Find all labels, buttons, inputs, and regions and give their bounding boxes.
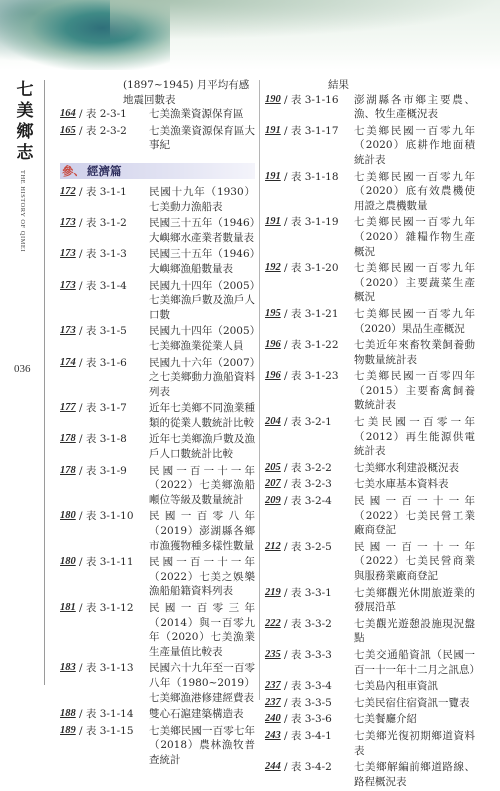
entry-title: 七美近年來畜牧業飼養動物數量統計表 <box>354 339 475 366</box>
hills-painting <box>110 0 500 40</box>
entry-page-link[interactable]: 165 <box>60 124 76 136</box>
entry-page-link[interactable]: 212 <box>265 540 281 552</box>
section-label: 經濟篇 <box>87 163 122 178</box>
entry-table-number: / 表 3-1-17 <box>284 124 339 137</box>
entry-title: 七美水庫基本資料表 <box>354 478 449 491</box>
entry-page-link[interactable]: 189 <box>60 724 76 736</box>
entry-title: 七美民國一百零一年（2012）再生能源供電統計表 <box>354 416 475 458</box>
entry-table-number: / 表 3-1-6 <box>79 356 127 369</box>
entry-table-number: / 表 3-1-11 <box>79 556 134 569</box>
toc-entry[interactable] <box>265 540 475 584</box>
toc-entry[interactable] <box>60 432 255 461</box>
entry-title: 七美鄉解編前鄉道路線、路程概況表 <box>354 761 475 788</box>
entry-title: 民國十九年（1930）七美動力漁船表 <box>149 185 255 213</box>
toc-entry[interactable] <box>265 696 475 711</box>
toc-entry[interactable] <box>265 477 475 492</box>
continuation-text <box>265 78 475 93</box>
entry-table-number: / 表 3-1-3 <box>79 248 127 261</box>
entry-page-link[interactable]: 183 <box>60 662 76 674</box>
toc-entry[interactable] <box>60 707 255 722</box>
header-landscape-banner <box>0 0 500 70</box>
entry-table-number: / 表 3-1-19 <box>284 216 339 229</box>
entry-page-link[interactable]: 164 <box>60 108 76 120</box>
entry-title: 七美島內租車資訊 <box>354 680 438 693</box>
entry-title: 七美鄉民國一百零九年（2020）雜糧作物生產概況 <box>354 216 475 258</box>
entry-table-number: / 表 3-4-1 <box>284 729 332 742</box>
entry-page-link[interactable]: 173 <box>60 217 76 229</box>
entry-table-number: / 表 2-3-2 <box>79 124 127 137</box>
entry-table-number: / 表 3-3-2 <box>284 617 332 630</box>
entry-title: 七美鄉民國一百零四年（2015）主要畜禽飼養數統計表 <box>354 370 475 412</box>
entry-page-link[interactable]: 219 <box>265 586 281 598</box>
toc-entry[interactable] <box>265 729 475 758</box>
entry-page-link[interactable]: 188 <box>60 708 76 720</box>
entry-title: 民國一百零八年（2019）澎湖縣各鄉市漁獲物種多樣性數量 <box>149 510 255 552</box>
toc-entry[interactable] <box>265 261 475 305</box>
continuation-line: 結果 <box>328 79 349 91</box>
entry-title: 七美鄉民國一百零九年（2020）果品生產概況 <box>354 307 475 335</box>
entry-title: 近年七美鄉不同漁業種類的從業人數統計比較 <box>149 402 255 429</box>
toc-entry[interactable] <box>265 617 475 646</box>
entry-table-number: / 表 3-1-12 <box>79 602 134 614</box>
toc-entry[interactable] <box>60 247 255 276</box>
entry-title: 民國一百一十一年（2022）七美之娛樂漁船船籍資料列表 <box>149 556 255 598</box>
toc-entry[interactable] <box>265 712 475 727</box>
entry-table-number: / 表 3-1-22 <box>284 339 339 352</box>
entry-table-number: / 表 3-1-2 <box>79 217 127 230</box>
entry-page-link[interactable]: 207 <box>265 478 281 490</box>
entry-page-link[interactable]: 191 <box>265 170 281 182</box>
toc-entry[interactable] <box>265 307 475 336</box>
toc-entry[interactable] <box>60 724 255 768</box>
entry-page-link[interactable]: 173 <box>60 325 76 337</box>
entry-page-link[interactable]: 192 <box>265 262 281 274</box>
entry-table-number: / 表 3-2-2 <box>284 461 332 474</box>
entry-page-link[interactable]: 244 <box>265 761 281 773</box>
toc-entry[interactable] <box>265 124 475 168</box>
toc-entry[interactable] <box>60 216 255 245</box>
entry-page-link[interactable]: 240 <box>265 713 281 725</box>
entry-title: 七美交通船資訊（民國一百一十一年十二月之訊息） <box>354 648 480 676</box>
toc-entry[interactable] <box>60 124 255 153</box>
entry-title: 民國九十四年（2005）七美鄉漁業從業人員 <box>149 325 255 352</box>
entry-title: 民國一百一十一年（2022）七美鄉漁船噸位等級及數量統計 <box>149 464 255 506</box>
entry-title: 民國九十六年（2007）之七美鄉動力漁船資料列表 <box>149 356 255 398</box>
entry-title: 近年七美鄉漁戶數及漁戶人口數統計比較 <box>149 433 255 461</box>
entry-table-number: / 表 3-1-1 <box>79 185 127 198</box>
entry-page-link[interactable]: 191 <box>265 124 281 136</box>
entry-table-number: / 表 3-4-2 <box>284 761 332 774</box>
toc-entry-group <box>265 93 480 790</box>
entry-page-link[interactable]: 222 <box>265 617 281 629</box>
column-divider <box>259 80 260 700</box>
toc-entry[interactable] <box>60 185 255 214</box>
entry-table-number: / 表 3-1-4 <box>79 279 127 292</box>
entry-table-number: / 表 3-3-3 <box>284 648 332 661</box>
entry-title: 七美鄉民國一百零九年（2020）主要蔬菜生產概況 <box>354 262 475 304</box>
toc-left-column <box>60 78 255 770</box>
entry-title: 民國一百零三年（2014）與一百零九年（2020）七美漁業生產量值比較表 <box>149 602 255 658</box>
entry-title: 澎湖縣各市鄉主要農、漁、牧生產概況表 <box>354 93 475 121</box>
toc-entry[interactable] <box>265 369 475 413</box>
entry-table-number: / 表 3-1-8 <box>79 433 127 446</box>
toc-entry[interactable] <box>60 401 255 430</box>
entry-title: 七美漁業資源保育區大事紀 <box>149 124 255 152</box>
entry-table-number: / 表 3-1-18 <box>284 170 339 183</box>
entry-page-link[interactable]: 205 <box>265 461 281 473</box>
entry-page-link[interactable]: 204 <box>265 416 281 428</box>
toc-entry[interactable] <box>60 356 255 400</box>
entry-table-number: / 表 3-2-3 <box>284 478 332 491</box>
entry-table-number: / 表 3-3-4 <box>284 680 332 693</box>
toc-entry[interactable] <box>265 679 475 694</box>
entry-page-link[interactable]: 178 <box>60 464 76 476</box>
entry-page-link[interactable]: 172 <box>60 185 76 197</box>
entry-title: 七美鄉光復初期鄉道資料表 <box>354 729 475 757</box>
title-char: 七 <box>16 80 34 100</box>
entry-page-link[interactable]: 180 <box>60 510 76 522</box>
toc-entry[interactable] <box>265 215 475 259</box>
entry-table-number: / 表 2-3-1 <box>79 108 127 121</box>
entry-page-link[interactable]: 178 <box>60 433 76 445</box>
entry-table-number: / 表 3-1-21 <box>284 307 339 320</box>
entry-table-number: / 表 3-1-23 <box>284 370 339 383</box>
entry-page-link[interactable]: 180 <box>60 556 76 568</box>
entry-table-number: / 表 3-3-5 <box>284 696 332 709</box>
toc-entry[interactable] <box>265 170 475 214</box>
toc-entry[interactable] <box>265 494 475 538</box>
entry-page-link[interactable]: 235 <box>265 648 281 660</box>
toc-entry[interactable] <box>60 661 255 705</box>
entry-table-number: / 表 3-1-13 <box>79 662 134 675</box>
entry-page-link[interactable]: 196 <box>265 339 281 351</box>
entry-page-link[interactable]: 181 <box>60 602 76 613</box>
entry-title: 七美鄉民國一百零九年（2020）底有效農機使用證之農機數量 <box>354 170 475 212</box>
toc-entry[interactable] <box>60 555 255 599</box>
toc-entry[interactable] <box>265 338 475 367</box>
toc-entry[interactable] <box>265 93 475 122</box>
entry-table-number: / 表 3-3-1 <box>284 586 332 599</box>
entry-title: 七美鄉觀光休閒旅遊業的發展沿革 <box>354 586 475 614</box>
entry-table-number: / 表 3-1-16 <box>284 93 339 106</box>
entry-title: 七美餐廳介紹 <box>354 713 417 726</box>
toc-entry[interactable] <box>60 509 255 553</box>
entry-title: 雙心石滬建築構造表 <box>149 708 244 721</box>
entry-table-number: / 表 3-1-20 <box>284 262 339 275</box>
title-char: 鄉 <box>16 122 34 142</box>
toc-entry[interactable] <box>265 760 475 789</box>
entry-title: 七美鄉民國一百零九年（2020）底耕作地面積統計表 <box>354 124 475 166</box>
toc-right-column <box>265 78 480 791</box>
entry-page-link[interactable]: 196 <box>265 370 281 382</box>
entry-page-link[interactable]: 190 <box>265 93 281 105</box>
entry-title: 民國三十五年（1946）大嶼鄉水產業者數量表 <box>149 217 255 244</box>
entry-title: 民國三十五年（1946）大嶼鄉漁船數量表 <box>149 248 255 275</box>
entry-page-link[interactable]: 209 <box>265 495 281 507</box>
toc-entry[interactable] <box>60 324 255 353</box>
entry-table-number: / 表 3-2-5 <box>284 540 332 553</box>
entry-page-link[interactable]: 173 <box>60 279 76 291</box>
continuation-text <box>60 78 255 107</box>
entry-title: 七美觀光遊憩設施現況盤點 <box>354 617 475 645</box>
entry-table-number: / 表 3-1-9 <box>79 464 127 477</box>
toc-entry[interactable] <box>265 648 480 677</box>
entry-table-number: / 表 3-2-1 <box>284 416 332 429</box>
toc-entry[interactable] <box>60 601 255 659</box>
title-char: 志 <box>16 143 34 163</box>
toc-entry-group <box>60 185 255 768</box>
entry-table-number: / 表 3-2-4 <box>284 495 332 508</box>
entry-page-link[interactable]: 237 <box>265 680 281 692</box>
toc-entry-group <box>60 107 255 153</box>
entry-page-link[interactable]: 177 <box>60 402 76 414</box>
entry-page-link[interactable]: 191 <box>265 216 281 228</box>
section-heading <box>60 163 255 179</box>
continuation-line: (1897~1945) 月平均有感 <box>123 79 250 91</box>
toc-entry[interactable] <box>265 586 475 615</box>
book-title-vertical <box>14 80 36 164</box>
entry-title: 民國一百一十一年（2022）七美民營工業廠商登記 <box>354 495 475 537</box>
entry-table-number: / 表 3-1-7 <box>79 402 127 415</box>
entry-title: 七美民宿住宿資訊一覽表 <box>354 696 470 709</box>
toc-entry[interactable] <box>60 279 255 323</box>
entry-title: 民國一百一十一年（2022）七美民營商業與服務業廠商登記 <box>354 540 475 582</box>
entry-title: 民國九十四年（2005）七美鄉漁戶數及漁戶人口數 <box>149 279 255 321</box>
toc-entry[interactable] <box>265 415 475 459</box>
page-number: 036 <box>14 363 31 375</box>
entry-title: 七美鄉水利建設概況表 <box>354 461 459 474</box>
section-marker: 參、 <box>62 163 85 178</box>
entry-title: 七美鄉民國一百零七年（2018）農林漁牧普查統計 <box>149 724 255 766</box>
toc-entry[interactable] <box>60 107 255 122</box>
entry-table-number: / 表 3-1-5 <box>79 325 127 338</box>
entry-table-number: / 表 3-1-15 <box>79 724 134 737</box>
margin-rule <box>44 80 45 685</box>
entry-table-number: / 表 3-1-10 <box>79 510 134 523</box>
entry-page-link[interactable]: 243 <box>265 729 281 741</box>
book-subtitle-vertical: THE HISTORY OF QIMEI <box>19 170 26 253</box>
entry-table-number: / 表 3-3-6 <box>284 713 332 726</box>
title-char: 美 <box>16 101 34 121</box>
entry-page-link[interactable]: 173 <box>60 248 76 260</box>
entry-table-number: / 表 3-1-14 <box>79 708 134 721</box>
entry-page-link[interactable]: 195 <box>265 307 281 319</box>
entry-page-link[interactable]: 237 <box>265 696 281 708</box>
toc-entry[interactable] <box>265 461 475 476</box>
continuation-line: 地震回數表 <box>123 93 176 106</box>
entry-title: 七美漁業資源保育區 <box>149 108 244 121</box>
toc-entry[interactable] <box>60 464 255 508</box>
entry-page-link[interactable]: 174 <box>60 356 76 368</box>
entry-title: 民國六十九年至一百零八年（1980~2019）七美鄉漁港修建經費表 <box>149 662 255 704</box>
